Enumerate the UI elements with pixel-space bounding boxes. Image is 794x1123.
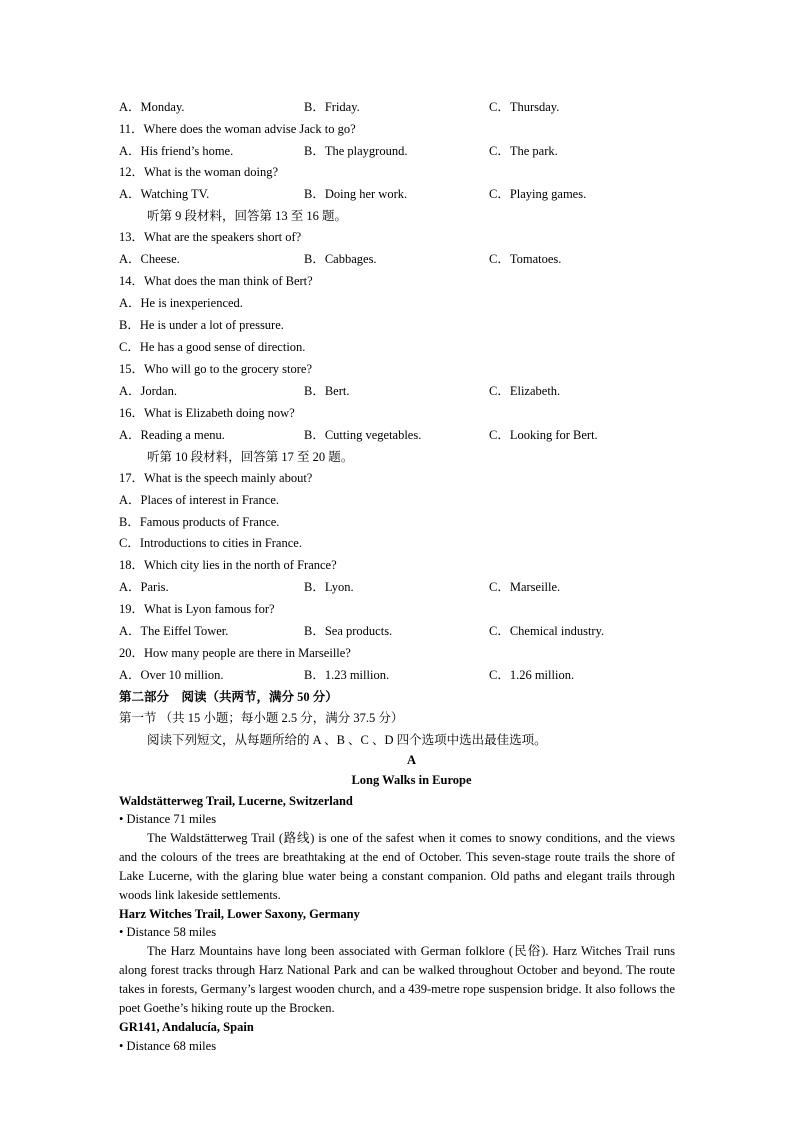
passage-letter: A [406, 753, 417, 767]
q10-option-b: B．Friday. [304, 100, 360, 114]
q11-option-b: B．The playground. [304, 144, 408, 158]
q16-option-a: A．Reading a menu. [119, 428, 225, 442]
q13-option-a: A．Cheese. [119, 252, 180, 266]
q19-option-c: C．Chemical industry. [489, 624, 605, 638]
section-10-instruction: 听第 10 段材料，回答第 17 至 20 题。 [147, 450, 354, 464]
q17-option-b: B．Famous products of France. [119, 515, 280, 529]
q20-option-c: C．1.26 million. [489, 668, 575, 682]
q14-option-a: A．He is inexperienced. [119, 296, 243, 310]
q19-option-a: A．The Eiffel Tower. [119, 624, 229, 638]
q12-option-c: C．Playing games. [489, 187, 587, 201]
q12-option-a: A．Watching TV. [119, 187, 210, 201]
q11-question: 11．Where does the woman advise Jack to go? [119, 122, 356, 136]
q13-option-c: C．Tomatoes. [489, 252, 562, 266]
q11-option-c: C．The park. [489, 144, 558, 158]
q17-option-c: C．Introductions to cities in France. [119, 536, 302, 550]
part-2-heading: 第二部分 阅读（共两节，满分 50 分） [119, 690, 338, 704]
q15-question: 15．Who will go to the grocery store? [119, 362, 313, 376]
q18-option-b: B．Lyon. [304, 580, 354, 594]
trail-2-description [119, 942, 675, 1018]
q13-option-b: B．Cabbages. [304, 252, 377, 266]
trail-3-name: GR141, Andalucía, Spain [119, 1020, 254, 1034]
trail-2-distance: • Distance 58 miles [119, 925, 217, 939]
q18-question: 18．Which city lies in the north of France? [119, 558, 337, 572]
trail-2-text: The Harz Mountains have long been associated with German folklore (民俗). Harz Witches Trail runs along forest tracks through Harz National Park and can be walked throughout October and beyond. The route takes in forests, Germany’s largest wooden church, and a 439-metre rope suspension bridge. It also follows the poet Goethe’s hiking route up the Brocken. [119, 944, 675, 1015]
q12-question: 12．What is the woman doing? [119, 165, 278, 179]
q16-question: 16．What is Elizabeth doing now? [119, 406, 295, 420]
trail-1-description [119, 829, 675, 905]
q13-question: 13．What are the speakers short of? [119, 230, 302, 244]
q19-option-b: B．Sea products. [304, 624, 393, 638]
reading-instruction: 阅读下列短文，从每题所给的 A 、B 、C 、D 四个选项中选出最佳选项。 [147, 733, 547, 747]
q20-option-a: A．Over 10 million. [119, 668, 224, 682]
section-1-heading: 第一节 （共 15 小题；每小题 2.5 分，满分 37.5 分） [119, 711, 404, 725]
q17-question: 17．What is the speech mainly about? [119, 471, 313, 485]
q16-option-c: C．Looking for Bert. [489, 428, 598, 442]
trail-1-distance: • Distance 71 miles [119, 812, 217, 826]
q11-option-a: A．His friend’s home. [119, 144, 234, 158]
q14-option-c: C．He has a good sense of direction. [119, 340, 306, 354]
section-9-instruction: 听第 9 段材料，回答第 13 至 16 题。 [147, 209, 348, 223]
q14-question: 14．What does the man think of Bert? [119, 274, 313, 288]
trail-1-name: Waldstätterweg Trail, Lucerne, Switzerland [119, 794, 353, 808]
passage-title: Long Walks in Europe [351, 773, 472, 787]
q17-option-a: A．Places of interest in France. [119, 493, 280, 507]
trail-1-text: The Waldstätterweg Trail (路线) is one of the safest when it comes to snowy conditions, and the views and the colours of the trees are breathtaking at the end of October. This seven-stage route trails the shore of Lake Lucerne, with the glaring blue water being a constant companion. Old paths and elegant trails through woods link lakeside settlements. [119, 831, 675, 902]
q20-question: 20．How many people are there in Marseille? [119, 646, 351, 660]
trail-2-name: Harz Witches Trail, Lower Saxony, Germany [119, 907, 360, 921]
q20-option-b: B．1.23 million. [304, 668, 390, 682]
q10-option-a: A．Monday. [119, 100, 185, 114]
q15-option-c: C．Elizabeth. [489, 384, 561, 398]
q10-option-c: C．Thursday. [489, 100, 560, 114]
q19-question: 19．What is Lyon famous for? [119, 602, 275, 616]
q18-option-c: C．Marseille. [489, 580, 561, 594]
q16-option-b: B．Cutting vegetables. [304, 428, 422, 442]
q12-option-b: B．Doing her work. [304, 187, 408, 201]
q15-option-b: B．Bert. [304, 384, 350, 398]
q18-option-a: A．Paris. [119, 580, 169, 594]
trail-3-distance: • Distance 68 miles [119, 1039, 217, 1053]
q15-option-a: A．Jordan. [119, 384, 177, 398]
q14-option-b: B．He is under a lot of pressure. [119, 318, 284, 332]
